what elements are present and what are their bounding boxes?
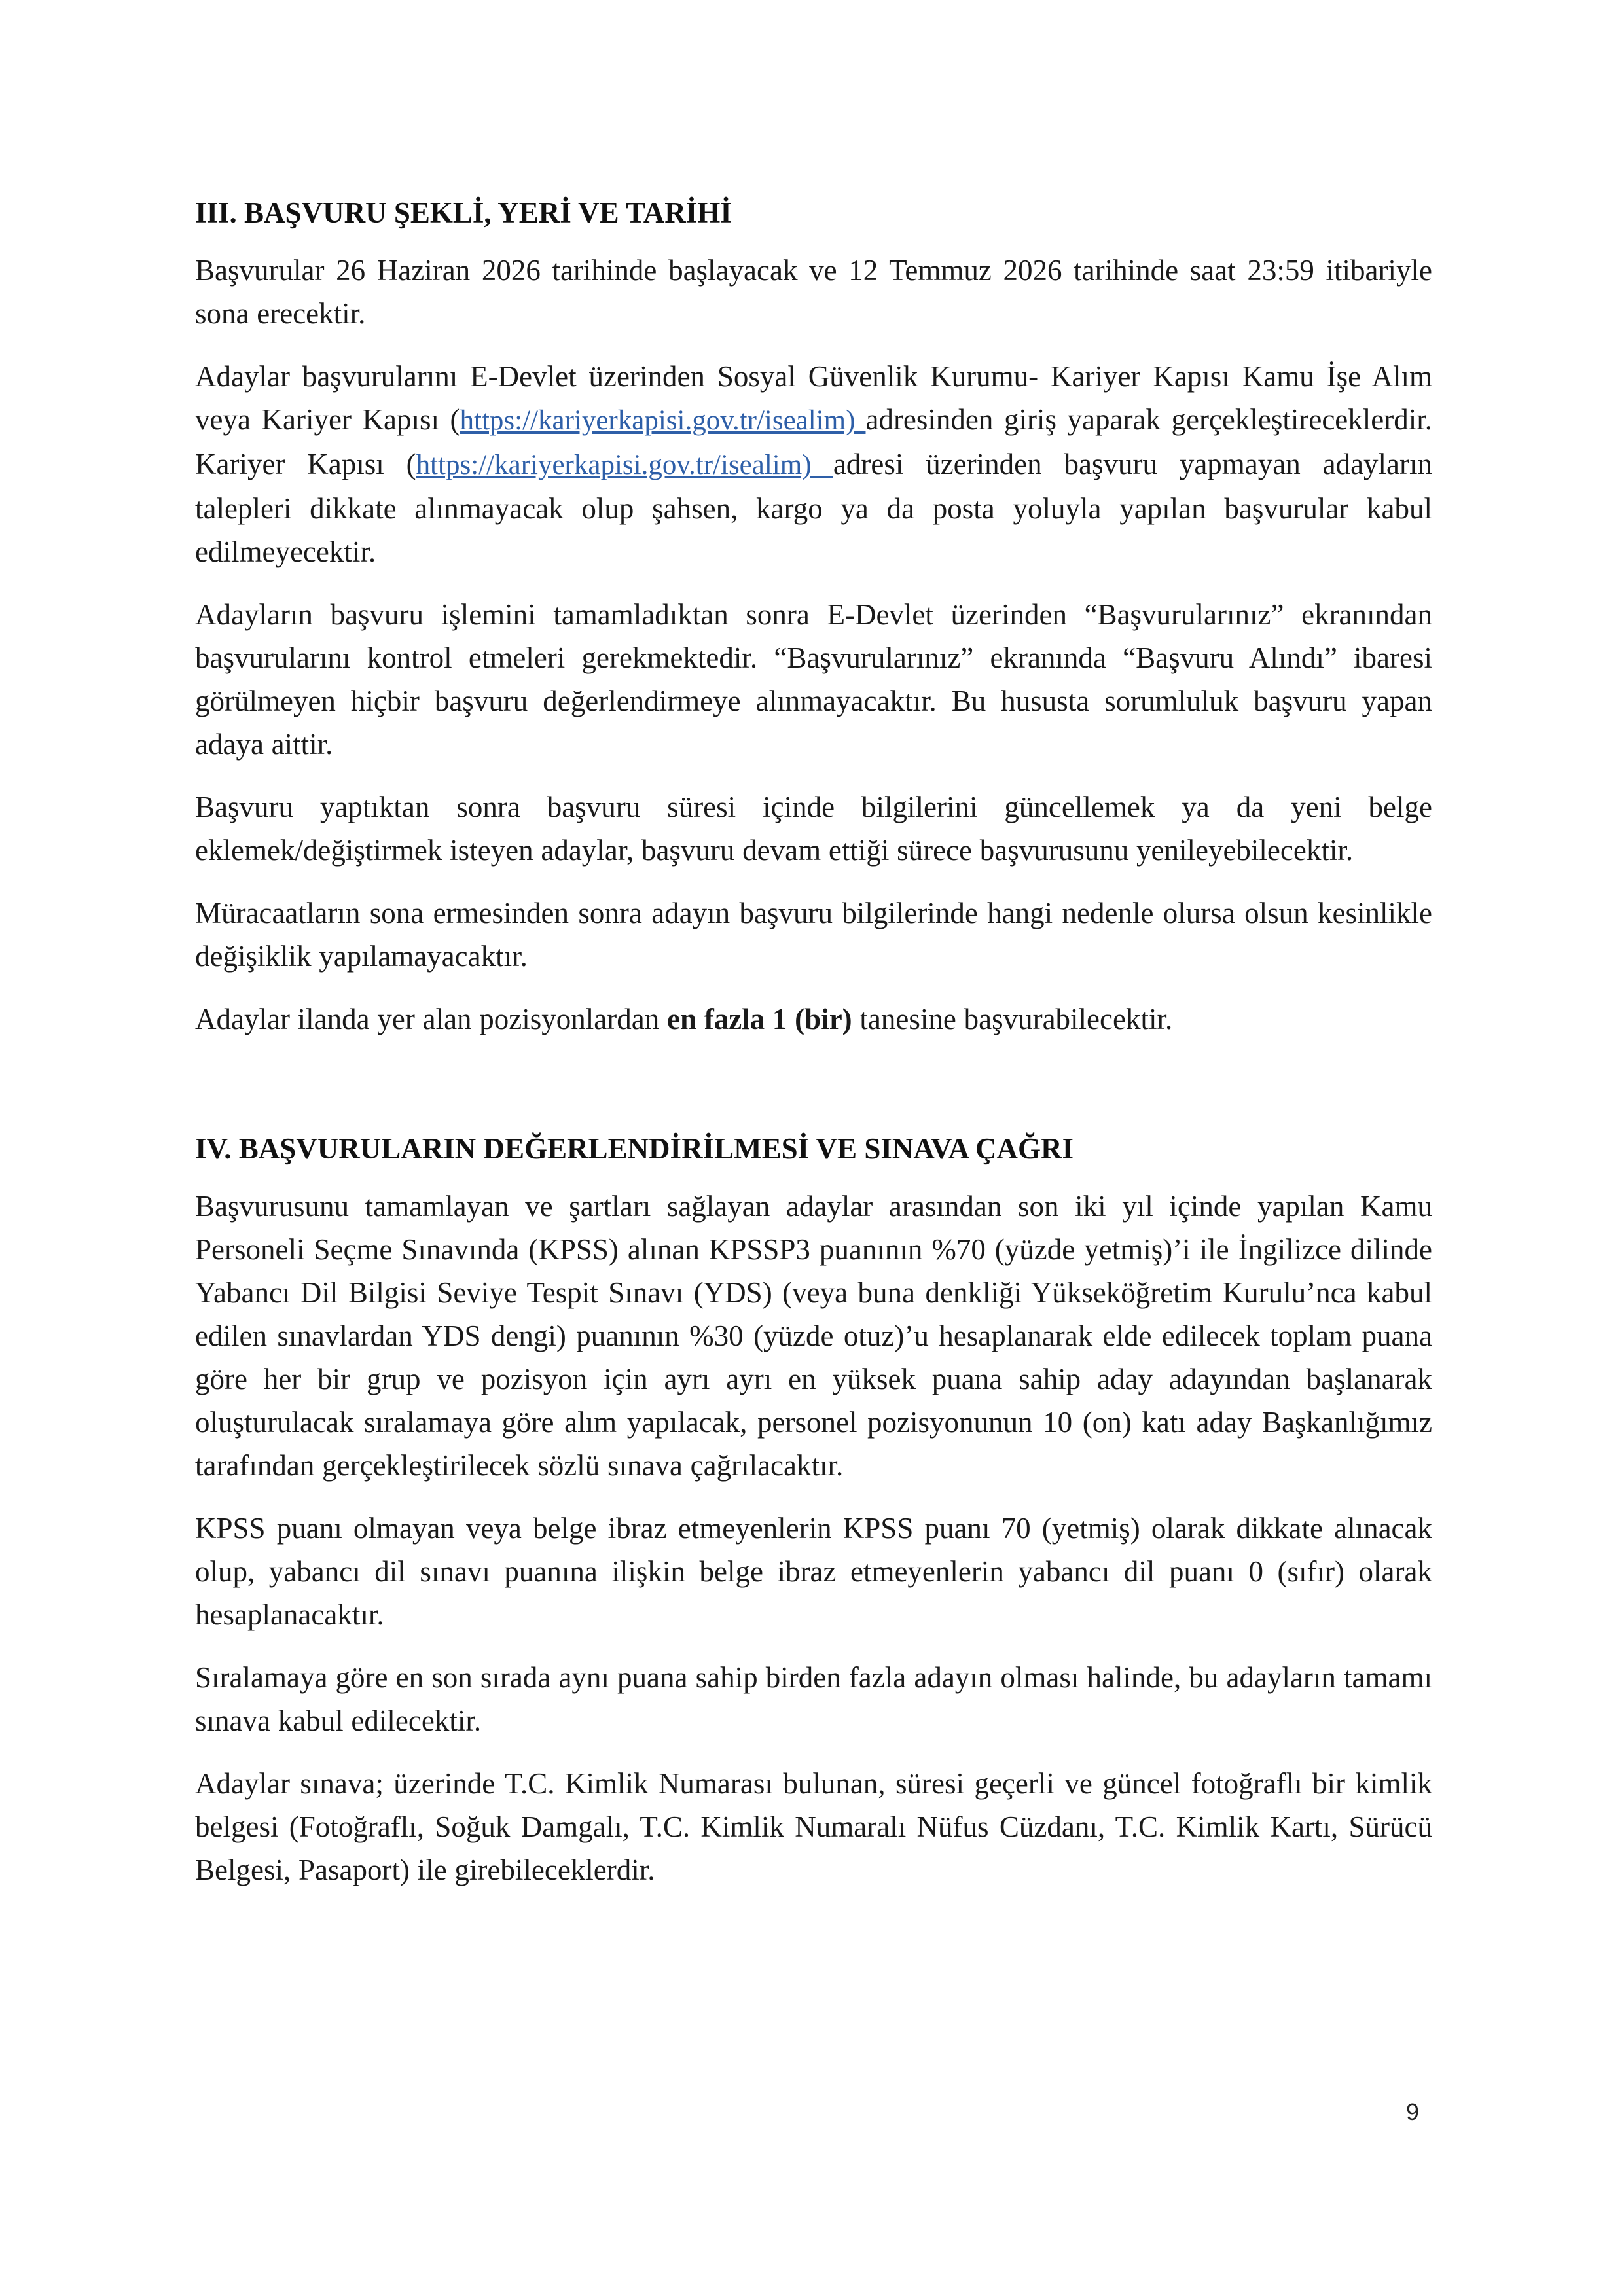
paragraph-application-dates: Başvurular 26 Haziran 2026 tarihinde başlayacak ve 12 Temmuz 2026 tarihinde saat 23:59 itibariyle sona erecektir.: [195, 254, 1432, 330]
career-gate-link[interactable]: https://kariyerkapisi.gov.tr/isealim): [416, 450, 833, 480]
paragraph-application-channel: [195, 355, 1432, 573]
section-heading: IV. BAŞVURULARIN DEĞERLENDİRİLMESİ VE SINAVA ÇAĞRI: [195, 1132, 1074, 1165]
text-span: Adaylar ilanda yer alan pozisyonlardan: [195, 1003, 667, 1035]
text-span: adresi üzerinden başvuru yapmayan adayların talepleri dikkate alınmayacak olup şahsen, kargo ya da posta yoluyla yapılan başvurular kabul edilmeyecektir.: [195, 448, 1433, 568]
section-heading: III. BAŞVURU ŞEKLİ, YERİ VE TARİHİ: [195, 196, 732, 229]
section-evaluation: [195, 1127, 1432, 1892]
text-span: Adaylar başvurularını E-Devlet üzerinden Sosyal Güvenlik Kurumu- Kariyer Kapısı Kamu İşe Alım veya Kariyer Kapısı (: [195, 360, 1432, 436]
career-gate-link[interactable]: https://kariyerkapisi.gov.tr/isealim): [460, 405, 866, 436]
paragraph-missing-scores: KPSS puanı olmayan veya belge ibraz etmeyenlerin KPSS puanı 70 (yetmiş) olarak dikkate alınacak olup, yabancı dil sınavı puanına ilişkin belge ibraz etmeyenlerin yabancı dil puanı 0 (sıfır) olarak hesaplanacaktır.: [195, 1512, 1432, 1631]
page-content: [195, 191, 1432, 1911]
paragraph-position-limit: [195, 997, 1432, 1041]
paragraph-id-requirement: Adaylar sınava; üzerinde T.C. Kimlik Numarası bulunan, süresi geçerli ve güncel fotoğraflı bir kimlik belgesi (Fotoğraflı, Soğuk Damgalı, T.C. Kimlik Numaralı Nüfus Cüzdanı, T.C. Kimlik Kartı, Sürücü Belgesi, Pasaport) ile girebileceklerdir.: [195, 1767, 1432, 1886]
section-application-method: [195, 191, 1432, 1041]
page-number: 9: [1406, 2098, 1420, 2125]
paragraph-application-check: Adayların başvuru işlemini tamamladıktan sonra E-Devlet üzerinden “Başvurularınız” ekranından başvurularını kontrol etmeleri gerekmektedir. “Başvurularınız” ekranında “Başvuru Alındı” ibaresi görülmeyen hiçbir başvuru değerlendirmeye alınmayacaktır. Bu hususta sorumluluk başvuru yapan adaya aittir.: [195, 598, 1432, 761]
text-span: adresinden giriş yaparak gerçekleştireceklerdir. Kariyer Kapısı (: [195, 403, 1432, 480]
paragraph-ranking-method: Başvurusunu tamamlayan ve şartları sağlayan adaylar arasından son iki yıl içinde yapılan Kamu Personeli Seçme Sınavında (KPSS) alınan KPSSP3 puanının %70 (yüzde yetmiş)’i ile İngilizce dilinde Yabancı Dil Bilgisi Seviye Tespit Sınavı (YDS) (veya buna denkliği Yükseköğretim Kurulu’nca kabul edilen sınavlardan YDS dengi) puanının %30 (yüzde otuz)’u hesaplanarak elde edilecek toplam puana göre her bir grup ve pozisyon için ayrı ayrı en yüksek puana sahip aday adayından başlanarak oluşturulacak sıralamaya göre alım yapılacak, personel pozisyonunun 10 (on) katı aday Başkanlığımız tarafından gerçekleştirilecek sözlü sınava çağrılacaktır.: [195, 1190, 1432, 1482]
text-span: tanesine başvurabilecektir.: [852, 1003, 1173, 1035]
paragraph-no-changes: Müracaatların sona ermesinden sonra adayın başvuru bilgilerinde hangi nedenle olursa olsun kesinlikle değişiklik yapılamayacaktır.: [195, 897, 1432, 973]
paragraph-application-update: Başvuru yaptıktan sonra başvuru süresi içinde bilgilerini güncellemek ya da yeni belge eklemek/değiştirmek isteyen adaylar, başvuru devam ettiği sürece başvurusunu yenileyebilecektir.: [195, 791, 1432, 867]
paragraph-tie-rule: Sıralamaya göre en son sırada aynı puana sahip birden fazla adayın olması halinde, bu adayların tamamı sınava kabul edilecektir.: [195, 1661, 1432, 1737]
emphasis-text: en fazla 1 (bir): [666, 1003, 852, 1035]
